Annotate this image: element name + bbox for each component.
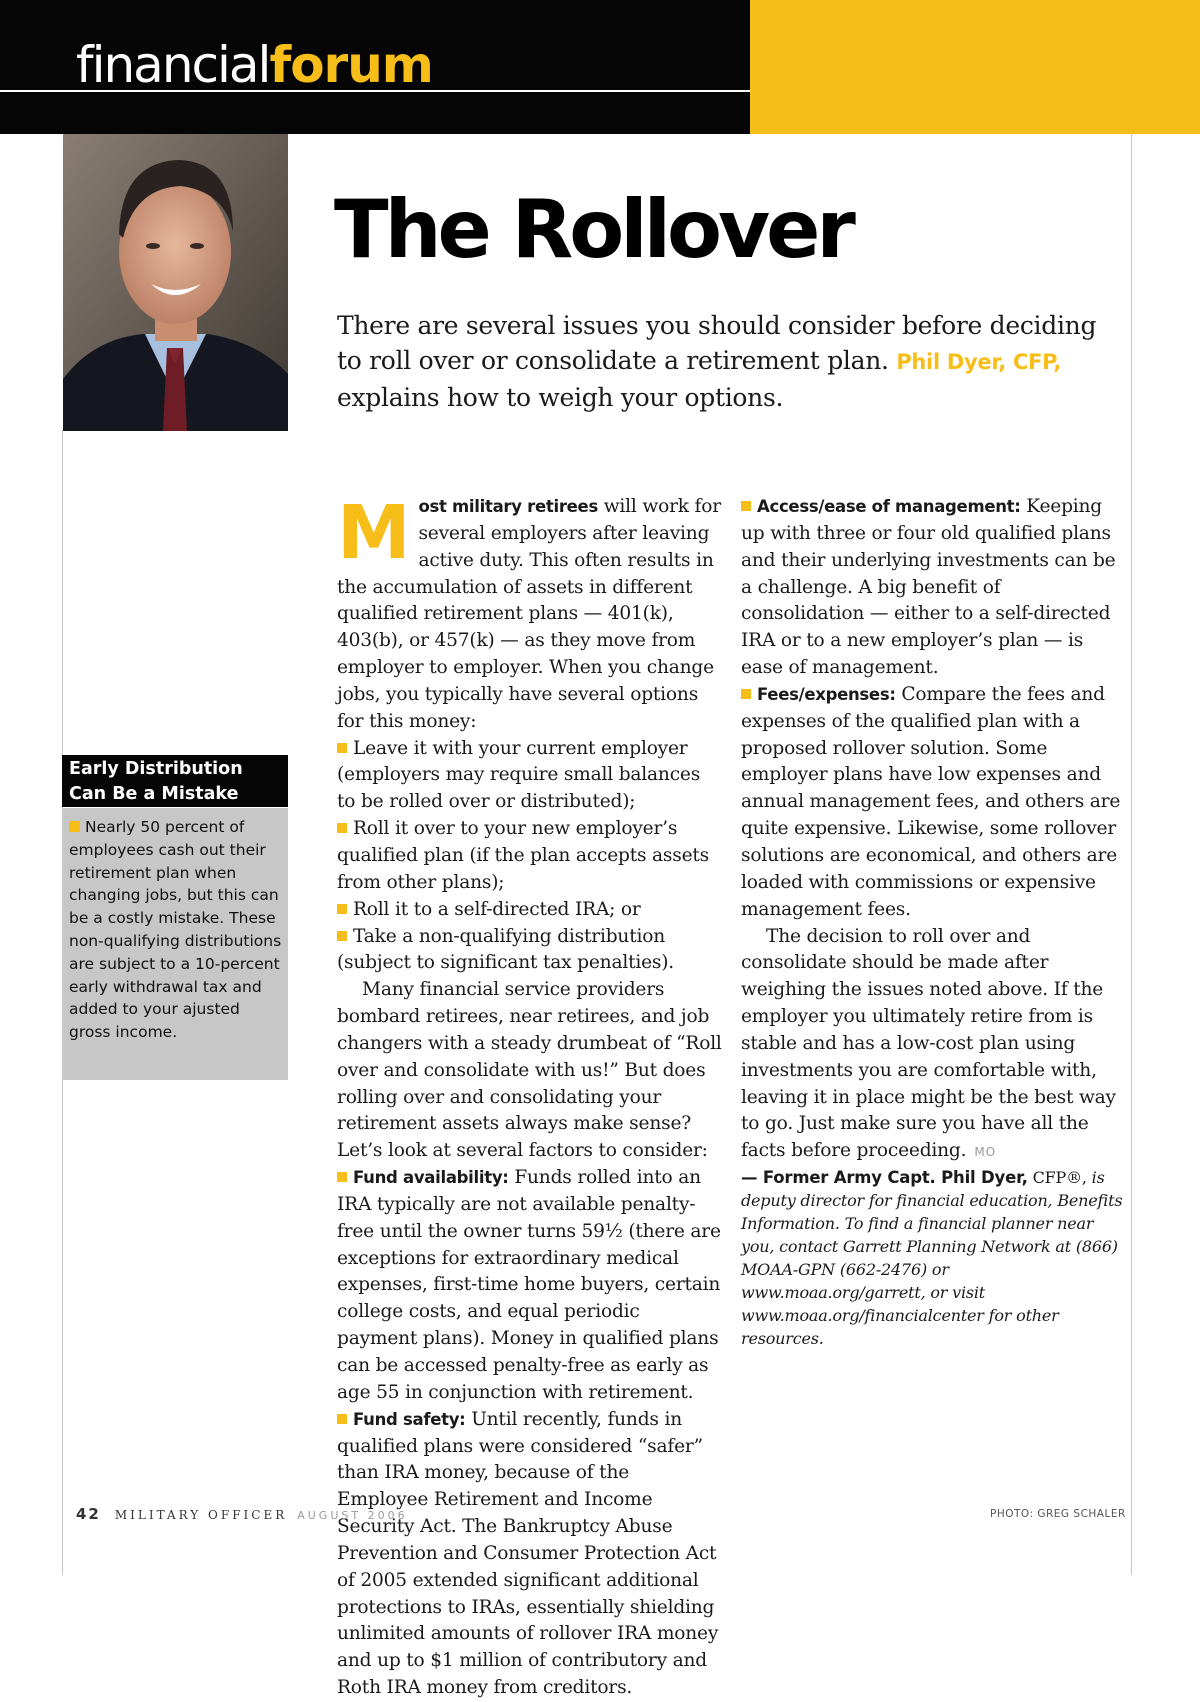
factor-lead: Fees/expenses: [757, 684, 896, 704]
body-paragraph-final [741, 924, 1126, 1167]
drop-cap: M [337, 490, 411, 576]
factor-item [741, 682, 1126, 924]
section-title-word1: financial [76, 36, 270, 94]
bullet-square-icon [337, 743, 347, 753]
sidebar-box [62, 808, 288, 1080]
factor-item [337, 1407, 722, 1702]
factor-text: Until recently, funds in qualified plans were considered “safer” than IRA money, because of the Employee Retirement and Income Security Act. The Bankruptcy Abuse Prevention and Consumer Protection Act of 2005 extended significant additional protections to IRAs, essentially shielding unlimited amounts of rollover IRA money and up to $1 million of contributory and Roth IRA money from creditors. [337, 1408, 719, 1699]
factor-text: Compare the fees and expenses of the qualified plan with a proposed rollover solution. Some employer plans have low expenses and annual management fees, and others are quite expensive. Likewise, some rollover solutions are economical, and others are loaded with commissions or expensive management fees. [741, 683, 1121, 920]
page-folio [76, 1505, 408, 1523]
bio-text: is deputy director for financial education, Benefits Information. To find a financial planner near you, contact Garrett Planning Network at (866) MOAA-GPN (662-2476) or www.moaa.org/garrett, or visit www.moaa.org/financialcenter for other resources. [741, 1168, 1123, 1349]
sidebar-text: Nearly 50 percent of employees cash out their retirement plan when changing jobs, but this can be a costly mistake. These non-qualifying distributions are subject to a 10-percent early withdrawal tax and added to your ajusted gross income. [69, 818, 282, 1042]
factor-item [337, 1165, 722, 1407]
bullet-square-icon [337, 823, 347, 833]
factor-item [741, 494, 1126, 682]
bio-credential: CFP®, [1032, 1168, 1087, 1188]
bullet-square-icon [337, 1172, 347, 1182]
list-item [337, 816, 722, 897]
dek-byline: Phil Dyer, CFP, [896, 350, 1062, 374]
article-dek [337, 308, 1127, 415]
final-text: The decision to roll over and consolidate should be made after weighing the issues noted above. If the employer you ultimately retire from is stable and has a low-cost plan using investments you are comfortable with, leaving it in place might be the best way to go. Just make sure you have all the facts before proceeding. [741, 925, 1116, 1162]
dek-end: explains how to weigh your options. [337, 383, 784, 412]
factor-text: Keeping up with three or four old qualified plans and their underlying investments can be a challenge. A big benefit of consolidation — either to a self-directed IRA or to a new employer’s plan — is ease of management. [741, 496, 1116, 679]
bio-name: — Former Army Capt. Phil Dyer, [741, 1168, 1028, 1188]
header-accent-block [750, 0, 1200, 134]
sidebar-title [62, 755, 288, 807]
factor-lead: Access/ease of management: [757, 497, 1021, 516]
option-text: Roll it to a self-directed IRA; or [353, 898, 641, 920]
article-title: The Rollover [334, 183, 852, 276]
photo-credit: PHOTO: GREG SCHALER [990, 1508, 1126, 1520]
option-text: Take a non-qualifying distribution (subject to significant tax penalties). [337, 925, 675, 974]
bullet-square-icon [337, 904, 347, 914]
factor-lead: Fund safety: [353, 1409, 466, 1429]
list-item [337, 897, 722, 924]
option-text: Leave it with your current employer (employers may require small balances to be rolled over or distributed); [337, 737, 701, 813]
body-column-2 [741, 494, 1126, 1350]
bullet-square-icon [69, 821, 80, 832]
bullet-square-icon [337, 1414, 347, 1424]
sidebar-title-line1: Early Distribution [69, 759, 243, 779]
intro-lead: ost military retirees [418, 497, 598, 516]
body-paragraph-intro [337, 490, 722, 736]
list-item [337, 736, 722, 817]
intro-text: will work for several employers after leaving active duty. This often results in the accumulation of assets in different qualified retirement plans — 401(k), 403(b), or 457(k) — as they move from employer to employer. When you change jobs, you typically have several options for this money: [337, 496, 721, 732]
factor-text: Funds rolled into an IRA typically are not available penalty-free until the owner turns 59½ (there are exceptions for extraordinary medical expenses, first-time home buyers, certain college costs, and equal periodic payment plans). Money in qualified plans can be accessed penalty-free as early as age 55 in conjunction with retirement. [337, 1167, 721, 1403]
sidebar-title-line2: Can Be a Mistake [69, 784, 239, 804]
page-number: 42 [76, 1505, 101, 1523]
author-photo [63, 134, 288, 431]
column-rule-right [1131, 134, 1132, 1575]
section-title [76, 30, 433, 100]
issue-date: AUGUST 2006 [297, 1509, 408, 1522]
bullet-square-icon [741, 689, 751, 699]
author-bio [741, 1166, 1126, 1350]
bullet-square-icon [337, 931, 347, 941]
factor-lead: Fund availability: [353, 1168, 509, 1188]
list-item [337, 924, 722, 978]
section-title-word2: forum [269, 36, 433, 94]
bullet-square-icon [741, 501, 751, 511]
end-mark: MO [974, 1145, 997, 1160]
option-text: Roll it over to your new employer’s qualified plan (if the plan accepts assets from other plans); [337, 818, 710, 893]
body-paragraph: Many financial service providers bombard retirees, near retirees, and job changers with a steady drumbeat of “Roll over and consolidate with us!” But does rolling over and consolidating your retirement assets always make sense? Let’s look at several factors to consider: [337, 979, 722, 1162]
dek-text: There are several issues you should consider before deciding to roll over or consolidate a retirement plan. [337, 311, 1097, 375]
magazine-name: MILITARY OFFICER [114, 1508, 288, 1522]
